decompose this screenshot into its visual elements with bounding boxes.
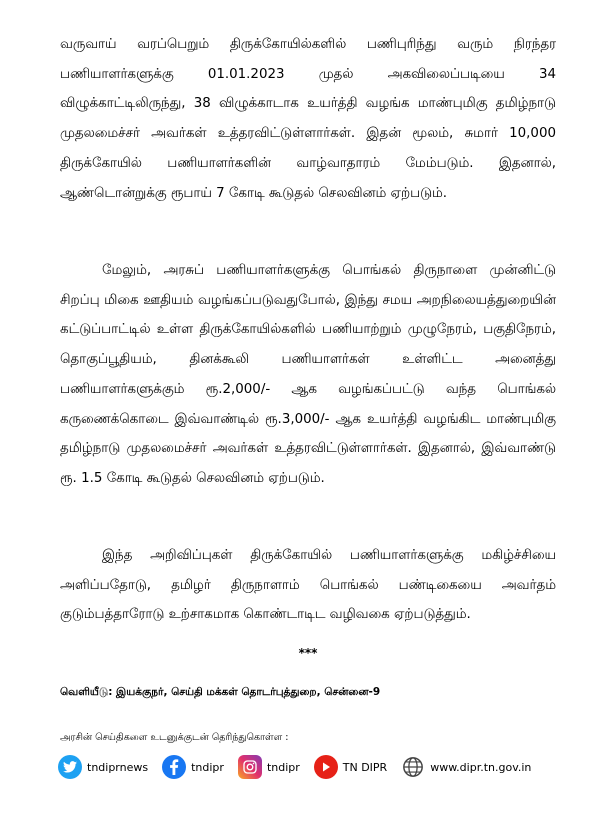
- instagram-icon: [238, 755, 262, 779]
- paragraph-pongal-bonus: மேலும், அரசுப் பணியாளர்களுக்கு பொங்கல் திருநாளை முன்னிட்டு சிறப்பு மிகை ஊதியம் வழங்கப்படுவதுபோல், இந்து சமய அறநிலையத்துறையின் கட்டுப்பாட்டில் உள்ள திருக்கோயில்களில் பணியாற்றும் முழுநேரம், பகுதிநேரம், தொகுப்பூதியம், தினக்கூலி பணியாளர்கள் உள்ளிட்ட அனைத்து பணியாளர்களுக்கும் ரூ.2,000/- ஆக வழங்கப்பட்டு வந்த பொங்கல் கருணைக்கொடை இவ்வாண்டில் ரூ.3,000/- ஆக உயர்த்தி வழங்கிட மாண்புமிகு தமிழ்நாடு முதலமைச்சர் அவர்கள் உத்தரவிட்டுள்ளார்கள். இதனால், இவ்வாண்டு ரூ. 1.5 கோடி கூடுதல் செலவினம் ஏற்படும்.: [60, 263, 556, 486]
- paragraph-da-hike: வருவாய் வரப்பெறும் திருக்கோயில்களில் பணிபுரிந்து வரும் நிரந்தர பணியாளர்களுக்கு 01.01.2023 முதல் அகவிலைப்படியை 34 விழுக்காட்டிலிருந்து, 38 விழுக்காடாக உயர்த்தி வழங்க மாண்புமிகு தமிழ்நாடு முதலமைச்சர் அவர்கள் உத்தரவிட்டுள்ளார்கள். இதன் மூலம், சுமார் 10,000 திருக்கோயில் பணியாளர்களின் வாழ்வாதாரம் மேம்படும். இதனால், ஆண்டொன்றுக்கு ரூபாய் 7 கோடி கூடுதல் செலவினம் ஏற்படும்.: [60, 37, 556, 201]
- social-link-instagram[interactable]: [238, 755, 300, 779]
- social-link-facebook[interactable]: [162, 755, 224, 779]
- release-line: வெளியீடு: இயக்குநர், செய்தி மக்கள் தொடர்புத்துறை, சென்னை-9: [60, 686, 381, 698]
- instagram-handle: tndipr: [266, 760, 300, 774]
- twitter-icon: [58, 755, 82, 779]
- social-link-youtube[interactable]: [314, 755, 387, 779]
- section-separator: ***: [298, 646, 318, 660]
- youtube-icon: [314, 755, 338, 779]
- follow-text: அரசின் செய்திகளை உடனுக்குடன் தெரிந்துகொள்ள :: [60, 732, 289, 743]
- youtube-handle: TN DIPR: [342, 760, 388, 774]
- social-link-twitter[interactable]: [58, 755, 148, 779]
- facebook-handle: tndipr: [191, 760, 224, 774]
- social-link-website[interactable]: [401, 755, 531, 779]
- twitter-handle: tndiprnews: [87, 760, 149, 774]
- social-links: [58, 752, 558, 782]
- paragraph-closing: இந்த அறிவிப்புகள் திருக்கோயில் பணியாளர்களுக்கு மகிழ்ச்சியை அளிப்பதோடு, தமிழர் திருநாளாம் பொங்கல் பண்டிகையை அவர்தம் குடும்பத்தாரோடு உற்சாகமாக கொண்டாடிட வழிவகை ஏற்படுத்தும்.: [60, 548, 556, 623]
- facebook-icon: [162, 755, 186, 779]
- website-url: www.dipr.tn.gov.in: [430, 760, 532, 774]
- globe-icon: [401, 755, 425, 779]
